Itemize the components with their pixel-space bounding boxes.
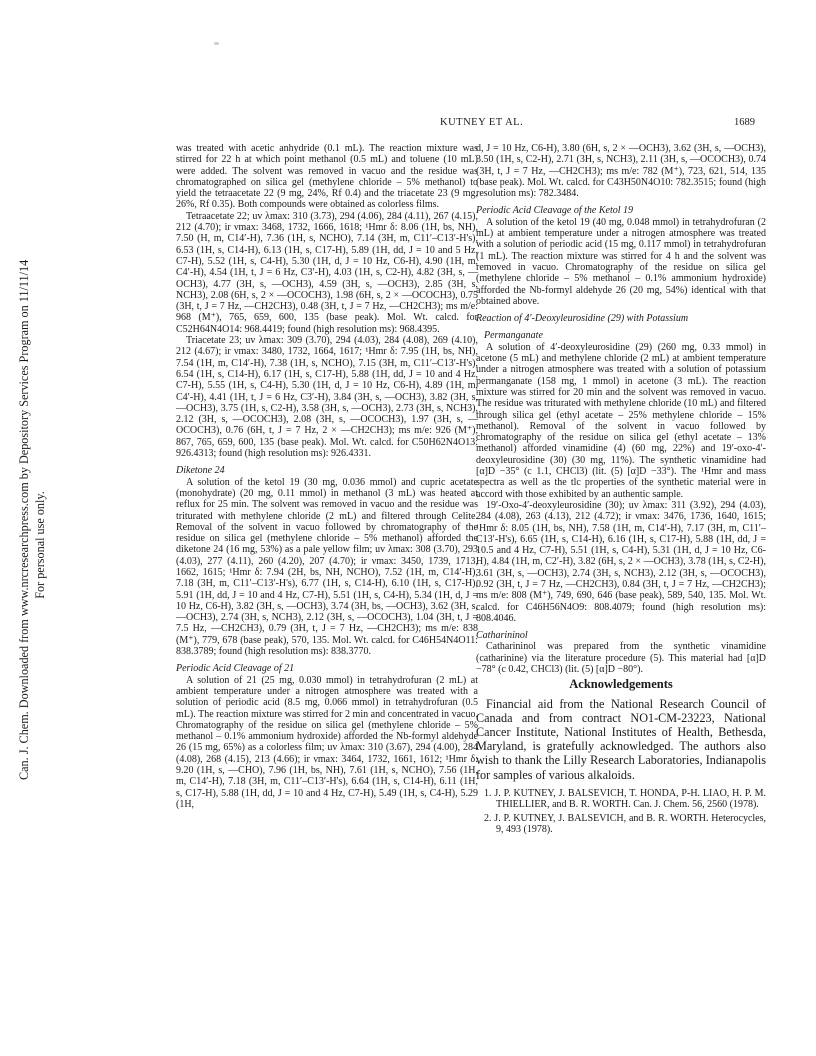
right-column-body: [476, 143, 766, 675]
section-heading: Catharininol: [476, 630, 528, 642]
section-heading-continued: Permanganate: [484, 330, 543, 342]
body-paragraph: d, J = 10 Hz, C6-H), 3.80 (6H, s, 2 × —OCH3), 3.62 (3H, s, —OCH3), 3.50 (1H, s, C2-H), 2.71 (3H, s, NCH3), 2.11 (3H, s, —OCOCH3), 0.74 (3H, t, J = 7 Hz, —CH2CH3); ms m/e: 782 (M⁺), 723, 621, 514, 135 (base peak). Mol. Wt. calcd. for C43H50N4O10: 782.3515; found (high resolution ms): 782.3484.: [476, 143, 766, 200]
running-head: [0, 117, 816, 131]
references-list: [476, 788, 766, 836]
body-paragraph: was treated with acetic anhydride (0.1 mL). The reaction mixture was stirred for 22 h at which point methanol (0.5 mL) and toluene (10 mL) were added. The solvent was removed in vacuo and the residue was chromatographed on silica gel (methylene chloride – 5% methanol) to yield the tetraacetate 22 (9 mg, 24%, Rf 0.4) and the triacetate 23 (9 mg, 26%, Rf 0.35). Both compounds were obtained as colorless films.: [176, 143, 478, 211]
body-paragraph: Catharininol was prepared from the synthetic vinamidine (catharinine) via the literature procedure (5). This material had [α]D −78° (c 0.42, CHCl3) (lit. (5) [α]D −80°).: [476, 641, 766, 676]
right-column: [476, 143, 766, 838]
section-heading: Reaction of 4′-Deoxyleurosidine (29) with Potassium: [476, 313, 689, 325]
running-head-authors: KUTNEY ET AL.: [440, 117, 524, 128]
section-heading: Periodic Acid Cleavage of the Ketol 19: [476, 205, 634, 217]
body-paragraph: A solution of 4′-deoxyleurosidine (29) (260 mg, 0.33 mmol) in acetone (5 mL) and methylene chloride (2 mL) at ambient temperature under a nitrogen atmosphere was treated with a solution of potassium permanganate (158 mg, 1 mmol) in acetone (3 mL). The reaction mixture was stirred for 20 min and the solvent was removed in vacuo. The residue was triturated with methylene chloride (10 mL) and filtered through silica gel (ethyl acetate – 25% methylene chloride – 15% methanol). Removal of the solvent in vacuo followed by chromatography of the residue on silica gel (ethyl acetate – 13% methanol) afforded vinamidine (4) (60 mg, 22%) and 19′-oxo-4′-deoxyleurosidine (30) (30 mg, 11%). The synthetic vinamidine had [α]D −35° (c 1.1, CHCl3) (lit. (5) [α]D −33°). The ¹Hmr and mass spectra as well as the tlc properties of the synthetic material were in accord with those exhibited by an authentic sample.: [476, 341, 766, 500]
download-notice-text: [16, 75, 48, 780]
body-paragraph: Tetraacetate 22; uv λmax: 310 (3.73), 294 (4.06), 284 (4.11), 267 (4.15), 212 (4.70); ir νmax: 3468, 1732, 1666, 1618; ¹Hmr δ: 8.06 (1H, bs, NH), 7.50 (H, m, C14′-H), 7.36 (1H, s, NCHO), 7.14 (3H, m, C11′–C13′-H's), 6.53 (1H, s, C14-H), 6.13 (1H, s, C17-H), 5.89 (1H, dd, J = 10 and 5 Hz, C7-H), 5.52 (1H, s, C4-H), 5.30 (1H, d, J = 10 Hz, C6-H), 4.90 (1H, m, C4′-H), 4.54 (1H, t, J = 6 Hz, C3′-H), 4.03 (1H, s, C2-H), 4.82 (3H, s, —OCH3), 4.77 (3H, s, —OCH3), 4.59 (3H, s, —OCH3), 2.85 (3H, s, NCH3), 2.08 (6H, s, 2 × —OCOCH3), 1.98 (6H, s, 2 × —OCOCH3), 0.75 (3H, t, J = 7 Hz, —CH2CH3), 0.48 (3H, t, J = 7 Hz, —CH2CH3); ms m/e: 968 (M⁺), 765, 659, 600, 135 (base peak). Mol. Wt. calcd. for C52H64N4O14: 968.4419; found (high resolution ms): 968.4395.: [176, 210, 478, 335]
section-heading: Diketone 24: [176, 465, 225, 477]
left-column: [176, 143, 478, 810]
body-paragraph: A solution of the ketol 19 (40 mg, 0.048 mmol) in tetrahydrofuran (2 mL) at ambient temperature under a nitrogen atmosphere was treated with a solution of periodic acid (15 mg, 0.117 mmol) in tetrahydrofuran (1 mL). The reaction mixture was stirred for 4 h and the solvent was removed in vacuo. Chromatography of the residue on silica gel (methylene chloride – 5% methanol – 0.1% ammonium hydroxide) afforded the Nb-formyl aldehyde 26 (20 mg, 54%) identical with that obtained above.: [476, 216, 766, 307]
body-paragraph: A solution of 21 (25 mg, 0.030 mmol) in tetrahydrofuran (2 mL) at ambient temperature under a nitrogen atmosphere was treated with a solution of periodic acid (8.5 mg, 0.066 mmol) in tetrahydrofuran (0.5 mL). The reaction mixture was stirred for 2 min and concentrated in vacuo. Chromatography of the residue on silica gel (methylene chloride – 5% methanol – 0.1% ammonium hydroxide) afforded the Nb-formyl aldehyde 26 (15 mg, 65%) as a colorless film; uv λmax: 310 (3.67), 294 (4.00), 284 (4.08), 268 (4.15), 213 (4.66); ir νmax: 3464, 1732, 1661, 1612; ¹Hmr δ: 9.20 (1H, s, —CHO), 7.96 (1H, bs, NH), 7.61 (1H, s, NCHO), 7.56 (1H, m, C14′-H), 7.18 (3H, m, C11′–C13′-H's), 6.64 (1H, s, C14-H), 6.11 (1H, s, C17-H), 5.88 (1H, dd, J = 10 and 4 Hz, C7-H), 5.49 (1H, s, C4-H), 5.29 (1H,: [176, 674, 478, 810]
reference-item: 2. J. P. KUTNEY, J. BALSEVICH, and B. R. WORTH. Heterocycles, 9, 493 (1978).: [484, 812, 766, 836]
body-paragraph: A solution of the ketol 19 (30 mg, 0.036 mmol) and cupric acetate (monohydrate) (20 mg, 0.11 mmol) in methanol (3 mL) was heated at reflux for 25 min. The solvent was removed in vacuo and the residue was triturated with methylene chloride (2 mL) and filtered through Celite. Removal of the solvent in vacuo followed by chromatography of the residue on silica gel (methylene chloride – 5% methanol) afforded the diketone 24 (16 mg, 53%) as a pale yellow film; uv λmax: 308 (3.70), 293 (4.03), 277 (4.11), 260 (4.20), 207 (4.70); ir νmax: 3450, 1739, 1713, 1662, 1615; ¹Hmr δ: 7.94 (2H, bs, NH, NCHO), 7.52 (1H, m, C14′-H), 7.18 (3H, m, C11′–C13′-H's), 6.77 (1H, s, C14-H), 6.10 (1H, s, C17-H), 5.91 (1H, dd, J = 10 and 4 Hz, C7-H), 5.51 (1H, s, C4-H), 5.34 (1H, d, J = 10 Hz, C6-H), 3.82 (3H, s, —OCH3), 3.74 (3H, bs, —OCH3), 3.62 (3H, s, —OCH3), 2.74 (3H, s, NCH3), 2.12 (3H, s, —OCOCH3), 1.04 (3H, t, J = 7.5 Hz, —CH2CH3), 0.79 (3H, t, J = 7 Hz, —CH2CH3); ms m/e: 838 (M⁺), 779, 678 (base peak), 570, 135. Mol. Wt. calcd. for C46H54N4O11: 838.3789; found (high resolution ms): 838.3770.: [176, 476, 478, 658]
body-paragraph: 19′-Oxo-4′-deoxyleurosidine (30); uv λmax: 311 (3.92), 294 (4.03), 284 (4.08), 263 (4.13), 212 (4.72); ir νmax: 3476, 1736, 1640, 1615; ¹Hmr δ: 8.05 (1H, bs, NH), 7.58 (1H, m, C14′-H), 7.17 (3H, m, C11′–C13′-H's), 6.65 (1H, s, C14-H), 6.16 (1H, s, C17-H), 5.88 (1H, dd, J = 10.5 and 4 Hz, C7-H), 5.51 (1H, s, C4-H), 5.31 (1H, d, J = 10 Hz, C6-H), 4.84 (1H, m, C2′-H), 3.82 (6H, s, 2 × —OCH3), 3.78 (1H, s, C2-H), 3.61 (3H, s, —OCH3), 2.74 (3H, s, NCH3), 2.12 (3H, s, —OCOCH3), 0.92 (3H, t, J = 7 Hz, —CH2CH3), 0.84 (3H, t, J = 7 Hz, —CH2CH3); ms m/e: 808 (M⁺), 749, 690, 646 (base peak), 589, 540, 135. Mol. Wt. calcd. for C46H56N4O9: 808.4079; found (high resolution ms): 808.4046.: [476, 499, 766, 624]
download-notice-line-2: For personal use only.: [33, 491, 47, 599]
page-number: 1689: [734, 117, 755, 128]
download-notice-line-1: Can. J. Chem. Downloaded from www.nrcresearchpress.com by Depository Services Program on 11/11/14: [17, 259, 31, 780]
scan-speck: [214, 42, 219, 45]
body-paragraph: Triacetate 23; uv λmax: 309 (3.70), 294 (4.03), 284 (4.08), 269 (4.10), 212 (4.67); ir νmax: 3480, 1732, 1664, 1617; ¹Hmr δ: 7.95 (1H, bs, NH), 7.54 (1H, m, C14′-H), 7.38 (1H, s, NCHO), 7.15 (3H, m, C11′–C13′-H's), 6.54 (1H, s, C14-H), 6.17 (1H, s, C17-H), 5.88 (1H, dd, J = 10 and 4 Hz, C7-H), 5.55 (1H, s, C4-H), 5.30 (1H, d, J = 10 Hz, C6-H), 4.89 (1H, m, C4′-H), 4.41 (1H, t, J = 6 Hz, C3′-H), 3.84 (3H, s, —OCH3), 3.82 (3H, s, —OCH3), 3.75 (1H, s, C2-H), 3.58 (3H, s, —OCH3), 2.73 (3H, s, NCH3), 2.12 (3H, s, —OCOCH3), 2.08 (3H, s, —OCOCH3), 1.97 (3H, s, —OCOCH3), 0.76 (6H, t, J = 7 Hz, 2 × —CH2CH3); ms m/e: 926 (M⁺), 867, 765, 659, 600, 135 (base peak). Mol. Wt. calcd. for C50H62N4O13: 926.4313; found (high resolution ms): 926.4331.: [176, 335, 478, 460]
section-heading: Periodic Acid Cleavage of 21: [176, 663, 295, 675]
reference-item: 1. J. P. KUTNEY, J. BALSEVICH, T. HONDA, P-H. LIAO, H. P. M. THIELLIER, and B. R. WORTH. Can. J. Chem. 56, 2560 (1978).: [484, 787, 766, 811]
acknowledgements-heading: Acknowledgements: [569, 677, 673, 692]
acknowledgements-text: Financial aid from the National Research Council of Canada and from contract NO1-CM-23223, National Cancer Institute, National Institutes of Health, Bethesda, Maryland, is gratefully acknowledged. The authors also wish to thank the Lilly Research Laboratories, Indianapolis for samples of various alkaloids.: [476, 696, 766, 782]
